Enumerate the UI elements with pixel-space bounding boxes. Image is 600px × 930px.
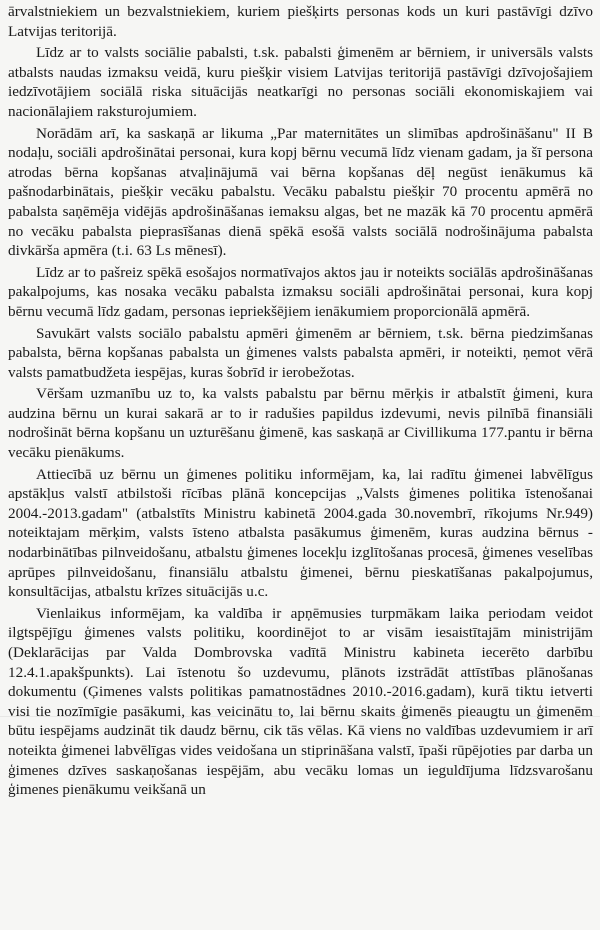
paragraph-7: Attiecībā uz bērnu un ģimenes politiku informējam, ka, lai radītu ģimenei labvēlīgus apstākļus valstī atbilstoši rīcības plānā koncepcijas „Valsts ģimenes politika īstenošanai 2004.-2013.gadam" (atbalstīts Ministru kabinetā 2004.gada 30.novembrī, rīkojums Nr.949) noteiktajam mērķim, valsts īsteno atbalsta pasākumus ģimenēm, kuras audzina bērnus - nodarbinātības pilnveidošanu, atbalstu ģimenes locekļu izglītošanas procesā, ģimenes veselības aprūpes pilnveidošanu, finansiālu atbalstu ģimenei, bērnu pieskatīšanas pakalpojumus, konsultācijas, atbalstu krīzes situācijās u.c. [8,465,593,601]
scan-artifact-line [0,716,600,717]
paragraph-4: Līdz ar to pašreiz spēkā esošajos normatīvajos aktos jau ir noteikts sociālās apdrošināšanas pakalpojums, kas nosaka vecāku pabalsta izmaksu sociāli apdrošinātai personai, kura kopj bērnu vecumā līdz gadam, personas iepriekšējiem ienākumiem proporcionālā apmērā. [8,263,593,320]
paragraph-3: Norādām arī, ka saskaņā ar likuma „Par maternitātes un slimības apdrošināšanu" II B nodaļu, sociāli apdrošinātai personai, kura kopj bērnu vecumā līdz vienam gadam, ja šī persona atrodas bērna kopšanas atvaļinājumā vai bērna kopšanas dēļ negūst ienākumus kā pašnodarbinātais, piešķir vecāku pabalstu. Vecāku pabalstu piešķir 70 procentu apmērā no pabalsta saņēmēja vidējās apdrošināšanas iemaksu algas, bet ne mazāk kā 70 procentu apmērā no vecāku pabalsta pieprasīšanas dienā spēkā esošā valsts sociālā nodrošinājuma pabalsta divkārša apmēra (t.i. 63 Ls mēnesī). [8,124,593,260]
paragraph-5: Savukārt valsts sociālo pabalstu apmēri ģimenēm ar bērniem, t.sk. bērna piedzimšanas pabalsta, bērna kopšanas pabalsta un ģimenes valsts pabalsta apmēri, ir noteikti, ņemot vērā valsts pamatbudžeta iespējas, kuras šobrīd ir ierobežotas. [8,324,593,381]
paragraph-2: Līdz ar to valsts sociālie pabalsti, t.sk. pabalsti ģimenēm ar bērniem, ir universāls valsts atbalsts naudas izmaksu veidā, kuru piešķir visiem Latvijas teritorijā pastāvīgi dzīvojošajiem iedzīvotājiem sociālā riska situācijās neatkarīgi no personas sociāli ekonomiskajiem vai nacionālajiem raksturojumiem. [8,44,593,120]
paragraph-6: Vēršam uzmanību uz to, ka valsts pabalstu par bērnu mērķis ir atbalstīt ģimeni, kura audzina bērnu un kurai sakarā ar to ir radušies papildus izdevumi, nevis pilnībā finansiāli nodrošināt bērna kopšanu un uzturēšanu ģimenē, kas saskaņā ar Civillikuma 177.pantu ir bērna vecāku pienākums. [8,385,593,462]
paragraph-1: ārvalstniekiem un bezvalstniekiem, kuriem piešķirts personas kods un kuri pastāvīgi dzīvo Latvijas teritorijā. [8,3,593,40]
paragraph-8: Vienlaikus informējam, ka valdība ir apņēmusies turpmākam laika periodam veidot ilgtspējīgu ģimenes valsts politiku, koordinējot to ar visām iesaistītajām ministrijām (Deklarācijas par Valda Dombrovska vadītā Ministru kabineta iecerēto darbību 12.4.1.apakšpunkts). Lai īstenotu šo uzdevumu, plānots izstrādāt attīstības plānošanas dokumentu (Ģimenes valsts politikas pamatnostādnes 2010.-2016.gadam), kurā tiktu ietverti visi tie nozīmīgie pasākumi, kas veicinātu to, lai bērnu skaits ģimenēs pieaugtu un ģimenēm būtu iespējams audzināt tik daudz bērnu, cik tās vēlas. Kā viens no valdības uzdevumiem ir arī noteikta ģimenei labvēlīgas vides veidošana un stiprināšana valstī, īpaši rūpējoties par darba un ģimenes dzīves saskaņošanas iespējām, abu vecāku lomas un ieguldījuma līdzsvarošanu ģimenes pienākumu veikšanā un [8,604,593,799]
